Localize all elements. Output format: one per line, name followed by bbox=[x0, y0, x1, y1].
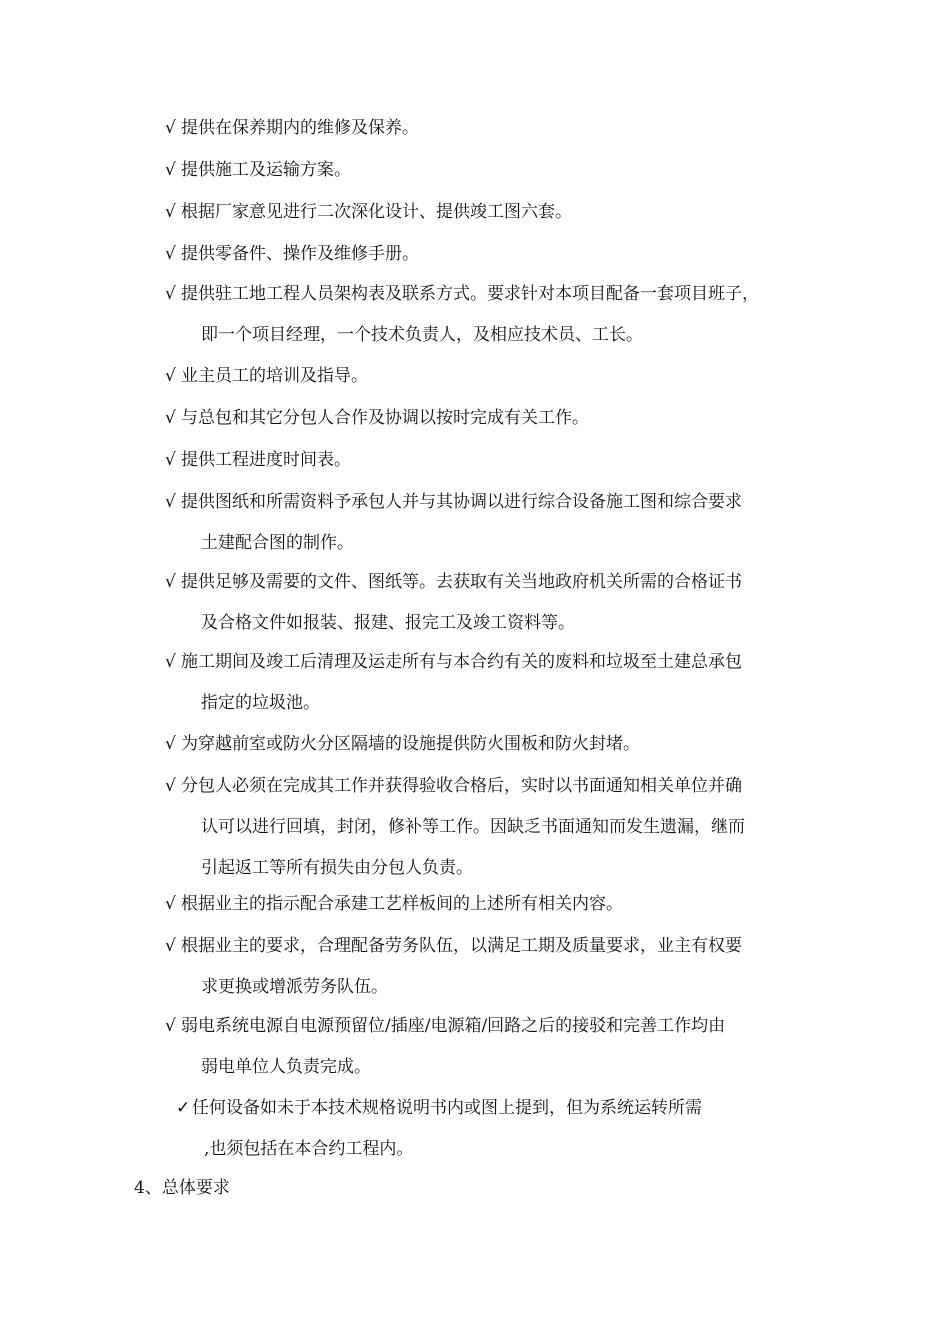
check-mark-icon: √ bbox=[165, 118, 176, 138]
list-item-line: ✓ 任何设备如未于本技术规格说明书内或图上提到，但为系统运转所需 bbox=[176, 1088, 836, 1129]
list-item bbox=[165, 884, 825, 925]
list-item bbox=[165, 356, 825, 397]
check-mark-icon: √ bbox=[165, 652, 176, 672]
list-item bbox=[165, 150, 825, 191]
check-mark-icon: √ bbox=[165, 734, 176, 754]
list-item-line: √ 提供足够及需要的文件、图纸等。去获取有关当地政府机关所需的合格证书 bbox=[165, 562, 825, 603]
list-item-line: √ 为穿越前室或防火分区隔墙的设施提供防火围板和防火封堵。 bbox=[165, 724, 825, 765]
check-mark-icon: √ bbox=[165, 160, 176, 180]
list-item-line: √ 业主员工的培训及指导。 bbox=[165, 356, 825, 397]
list-item bbox=[165, 766, 825, 889]
list-item-line: 弱电单位人负责完成。 bbox=[201, 1057, 371, 1077]
list-item bbox=[165, 192, 825, 233]
list-item-line: 指定的垃圾池。 bbox=[201, 693, 320, 713]
list-item-line: 土建配合图的制作。 bbox=[201, 533, 354, 553]
list-item bbox=[165, 398, 825, 439]
list-item bbox=[165, 724, 825, 765]
list-item-line: √ 与总包和其它分包人合作及协调以按时完成有关工作。 bbox=[165, 398, 825, 439]
check-mark-icon: √ bbox=[165, 450, 176, 470]
list-item bbox=[165, 562, 825, 644]
check-mark-icon: √ bbox=[165, 1016, 176, 1036]
list-item bbox=[165, 440, 825, 481]
check-mark-icon: ✓ bbox=[176, 1098, 191, 1118]
list-item bbox=[165, 234, 825, 275]
list-item-line: √ 提供图纸和所需资料予承包人并与其协调以进行综合设备施工图和综合要求 bbox=[165, 482, 825, 523]
list-item bbox=[176, 1088, 836, 1170]
list-item-line: √ 分包人必须在完成其工作并获得验收合格后，实时以书面通知相关单位并确 bbox=[165, 766, 825, 807]
list-item-line: √ 根据业主的要求，合理配备劳务队伍，以满足工期及质量要求，业主有权要 bbox=[165, 926, 825, 967]
list-item-line: √ 提供施工及运输方案。 bbox=[165, 150, 825, 191]
list-item-line: √ 弱电系统电源自电源预留位/插座/电源箱/回路之后的接驳和完善工作均由 bbox=[165, 1006, 825, 1047]
list-item bbox=[165, 108, 825, 149]
list-item-line: √ 根据业主的指示配合承建工艺样板间的上述所有相关内容。 bbox=[165, 884, 825, 925]
check-mark-icon: √ bbox=[165, 284, 176, 304]
list-item-line: √ 提供在保养期内的维修及保养。 bbox=[165, 108, 825, 149]
list-item bbox=[165, 926, 825, 1008]
list-item-line: √ 根据厂家意见进行二次深化设计、提供竣工图六套。 bbox=[165, 192, 825, 233]
list-item-line: ,也须包括在本合约工程内。 bbox=[204, 1139, 414, 1159]
list-item-line: √ 施工期间及竣工后清理及运走所有与本合约有关的废料和垃圾至土建总承包 bbox=[165, 642, 825, 683]
list-item-line: 即一个项目经理，一个技术负责人，及相应技术员、工长。 bbox=[201, 325, 643, 345]
list-item-line: √ 提供驻工地工程人员架构表及联系方式。要求针对本项目配备一套项目班子， bbox=[165, 274, 825, 315]
list-item bbox=[165, 642, 825, 724]
check-mark-icon: √ bbox=[165, 776, 176, 796]
list-item-line: √ 提供零备件、操作及维修手册。 bbox=[165, 234, 825, 275]
section-heading: 4、总体要求 bbox=[134, 1178, 230, 1198]
list-item-line: 及合格文件如报装、报建、报完工及竣工资料等。 bbox=[201, 613, 575, 633]
list-item bbox=[165, 1006, 825, 1088]
check-mark-icon: √ bbox=[165, 366, 176, 386]
list-item bbox=[165, 274, 825, 356]
check-mark-icon: √ bbox=[165, 936, 176, 956]
list-item-line: 认可以进行回填，封闭，修补等工作。因缺乏书面通知而发生遗漏，继而 bbox=[201, 817, 745, 837]
list-item-line: 求更换或增派劳务队伍。 bbox=[201, 977, 388, 997]
check-mark-icon: √ bbox=[165, 244, 176, 264]
list-item-line: √ 提供工程进度时间表。 bbox=[165, 440, 825, 481]
check-mark-icon: √ bbox=[165, 492, 176, 512]
check-mark-icon: √ bbox=[165, 572, 176, 592]
check-mark-icon: √ bbox=[165, 894, 176, 914]
list-item bbox=[165, 482, 825, 564]
list-item-line: 引起返工等所有损失由分包人负责。 bbox=[201, 858, 473, 878]
check-mark-icon: √ bbox=[165, 408, 176, 428]
check-mark-icon: √ bbox=[165, 202, 176, 222]
